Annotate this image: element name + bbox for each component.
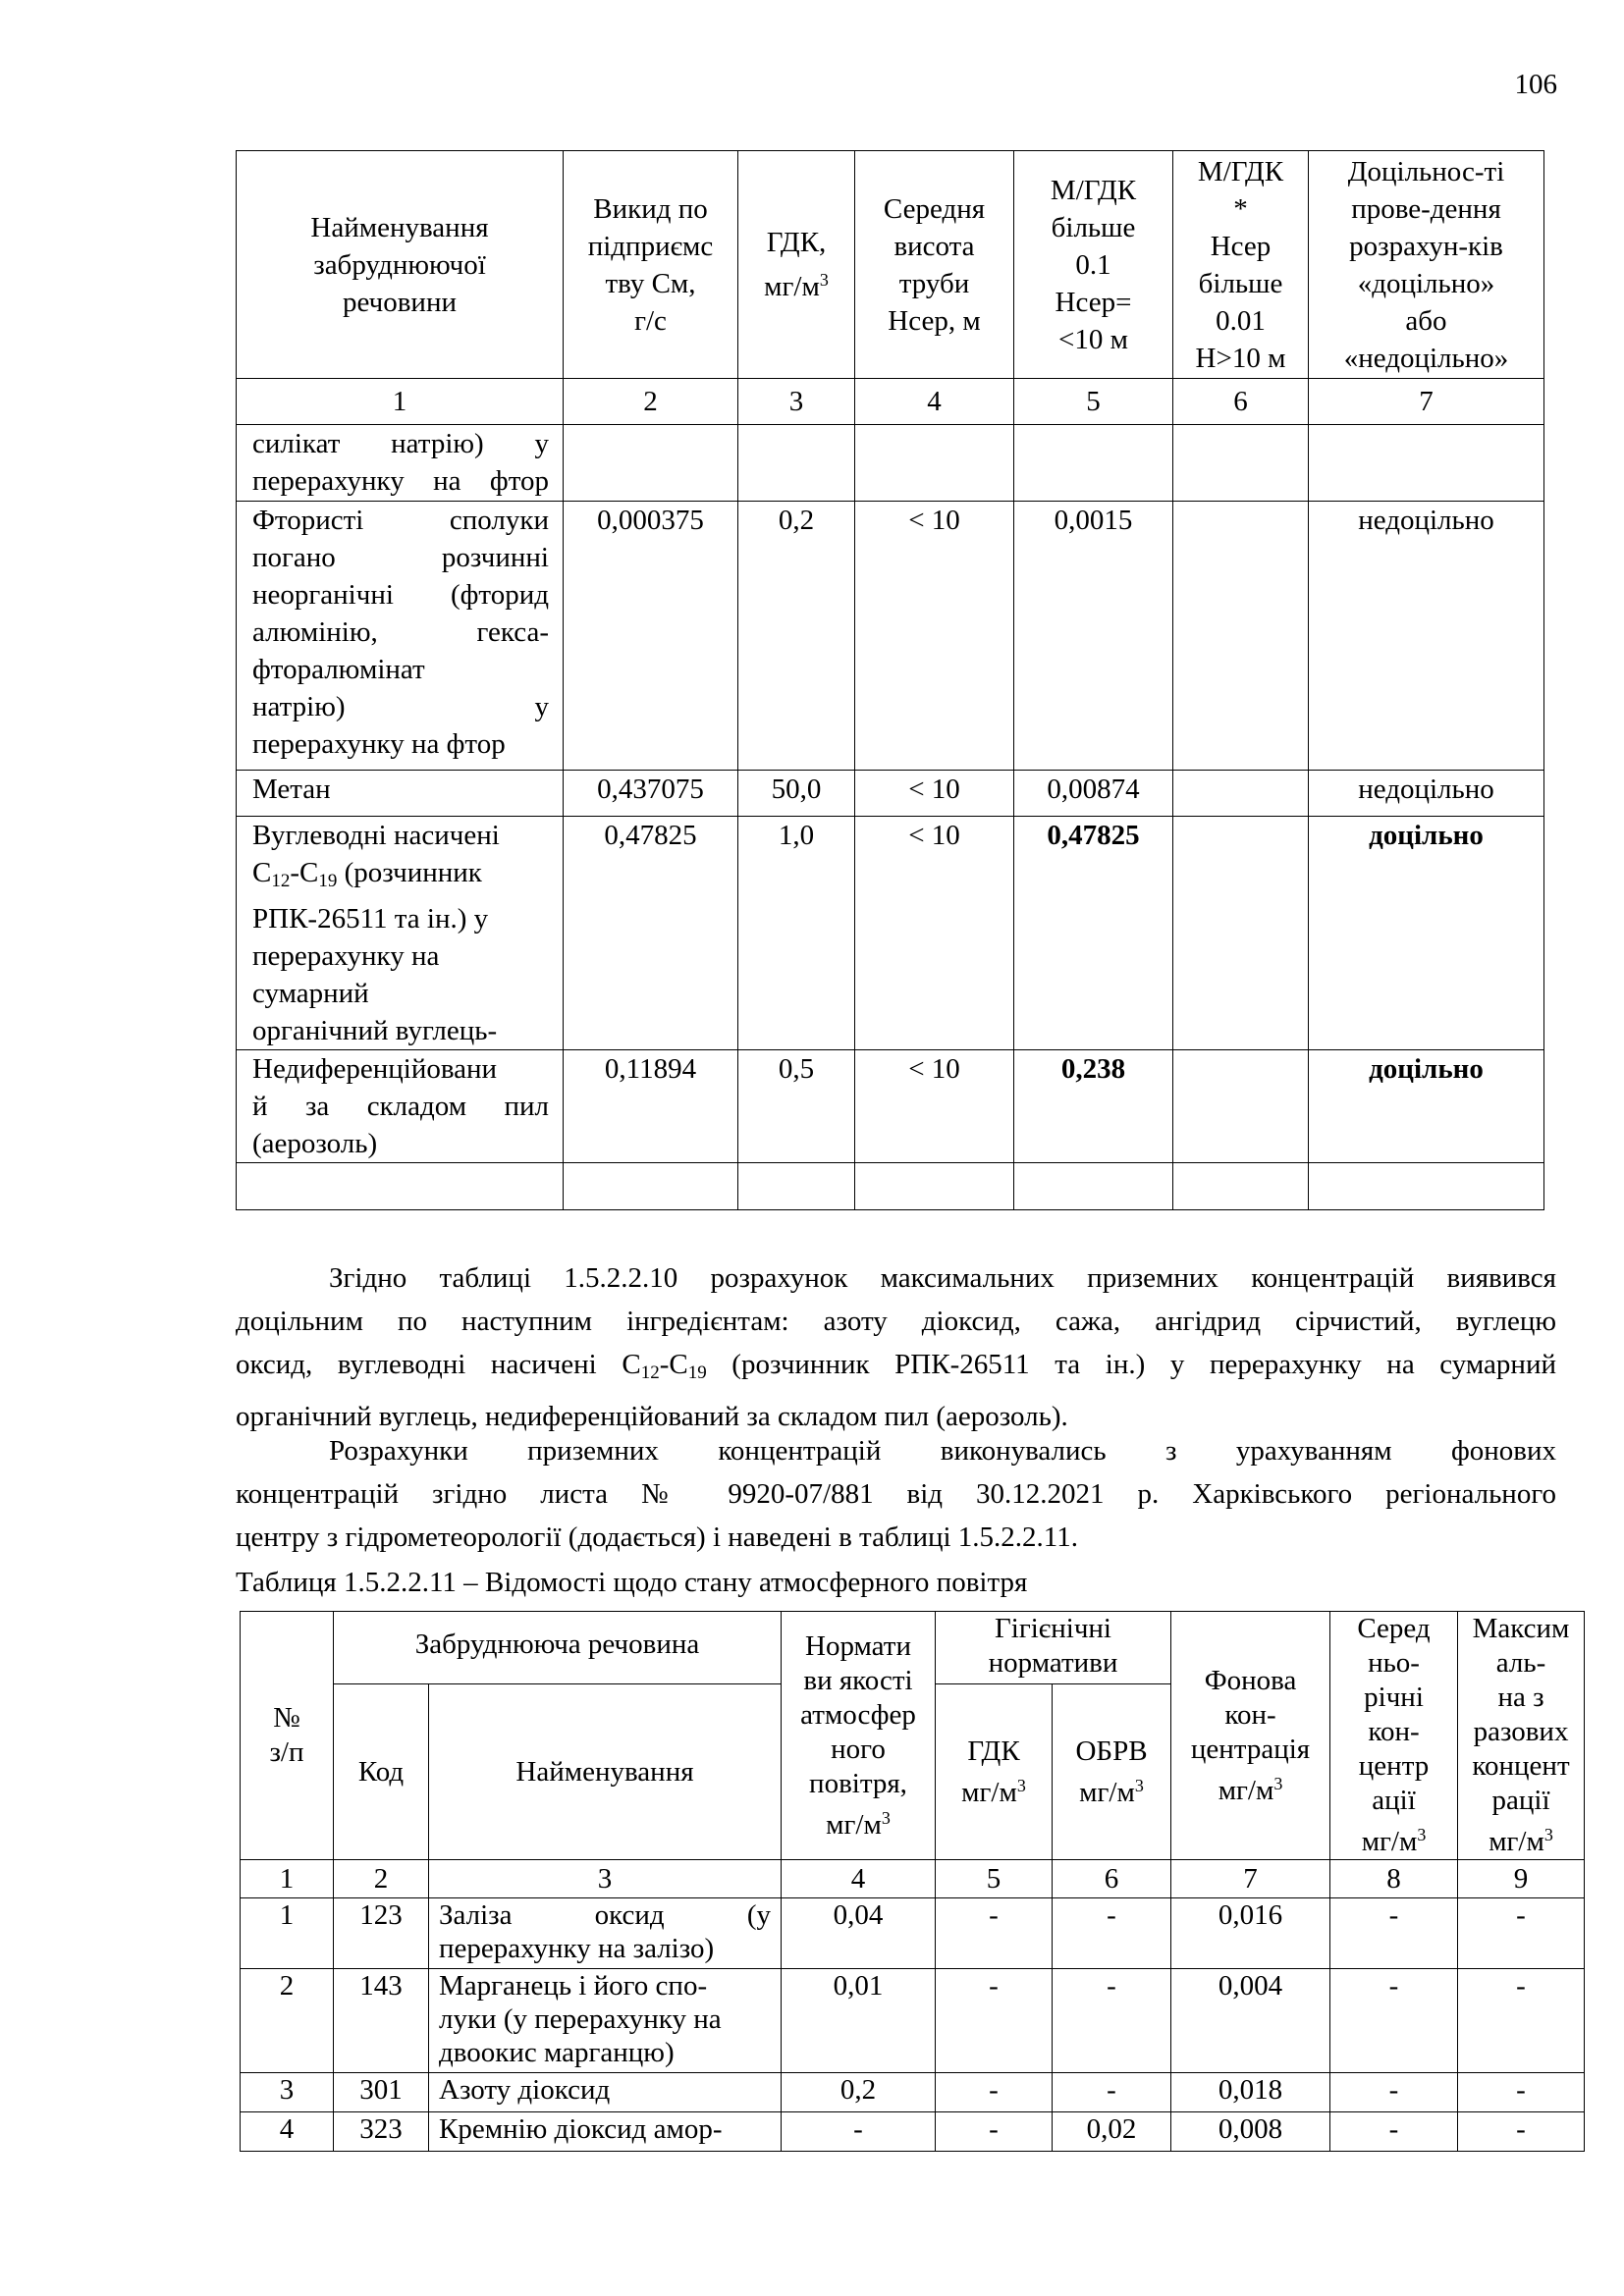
- gdk-value: 0,5: [738, 1050, 855, 1163]
- ratio2-value: [1173, 425, 1309, 502]
- gdk-value: -: [936, 1969, 1053, 2073]
- background-value: 0,004: [1171, 1969, 1330, 2073]
- verdict-value: недоцільно: [1309, 771, 1544, 817]
- substance-name: Марганець і його спо- луки (у перерахунку на двоокис марганцю): [429, 1969, 782, 2073]
- header-verdict: Доцільнос-ті прове-дення розрахун-ків «доцільно» або «недоцільно»: [1309, 151, 1544, 379]
- verdict-value: доцільно: [1309, 817, 1544, 1050]
- ratio2-value: [1173, 771, 1309, 817]
- col-number: 3: [429, 1860, 782, 1898]
- background-value: 0,018: [1171, 2073, 1330, 2112]
- header-max-single: Максим аль- на з разових концент рації $мг/м^3$: [1458, 1612, 1585, 1860]
- height-value: < 10: [855, 502, 1014, 771]
- height-value: < 10: [855, 817, 1014, 1050]
- table-row: [241, 1969, 1585, 2073]
- obrv-value: 0,02: [1053, 2112, 1171, 2152]
- col-number: 7: [1309, 379, 1544, 425]
- table-row: [237, 425, 1544, 502]
- ratio2-value: [1173, 502, 1309, 771]
- col-number: 4: [855, 379, 1014, 425]
- table-row: [237, 771, 1544, 817]
- col-number: 5: [1014, 379, 1173, 425]
- substance-code: 323: [334, 2112, 429, 2152]
- header-substance-name: Найменування забруднюючої речовини: [237, 151, 564, 379]
- gdk-value: 0,2: [738, 502, 855, 771]
- gdk-value: -: [936, 2073, 1053, 2112]
- header-gdk: ГДК $мг/м^3$: [936, 1684, 1053, 1860]
- table-row: [241, 2112, 1585, 2152]
- header-gdk: ГДК, $мг/м^3$: [738, 151, 855, 379]
- table-caption: Таблиця 1.5.2.2.11 – Відомості щодо стану атмосферного повітря: [236, 1567, 1028, 1598]
- emission-value: 0,47825: [564, 817, 738, 1050]
- col-number: 8: [1330, 1860, 1458, 1898]
- max-value: -: [1458, 2073, 1585, 2112]
- header-row-number: № з/п: [241, 1612, 334, 1860]
- avg-value: -: [1330, 2073, 1458, 2112]
- gdk-value: [738, 425, 855, 502]
- verdict-value: доцільно: [1309, 1050, 1544, 1163]
- avg-value: -: [1330, 1898, 1458, 1969]
- empty-cell: [738, 1163, 855, 1210]
- header-stack-height: Середня висота труби Нсер, м: [855, 151, 1014, 379]
- norm-value: -: [782, 2112, 936, 2152]
- row-number: 4: [241, 2112, 334, 2152]
- substance-name: Заліза оксид (у перерахунку на залізо): [429, 1898, 782, 1969]
- header-ratio-high: М/ГДК * Нсер більше 0.01 Н>10 м: [1173, 151, 1309, 379]
- substance-name: Азоту діоксид: [429, 2073, 782, 2112]
- column-number-row: [241, 1860, 1585, 1898]
- avg-value: -: [1330, 2112, 1458, 2152]
- substance-name: Кремнію діоксид амор-: [429, 2112, 782, 2152]
- table-header-row: [241, 1612, 1585, 1684]
- col-number: 1: [241, 1860, 334, 1898]
- substance-name: Вуглеводні насичені $C_{12}-C_{19}$ (розчинник РПК-26511 та ін.) у перерахунку на сумарний органічний вуглець-: [237, 817, 564, 1050]
- height-value: < 10: [855, 1050, 1014, 1163]
- col-number: 6: [1053, 1860, 1171, 1898]
- col-number: 2: [334, 1860, 429, 1898]
- ratio1-value: 0,0015: [1014, 502, 1173, 771]
- header-annual-average: Серед ньо- річні кон- центр ації $мг/м^3$: [1330, 1612, 1458, 1860]
- table-row: [237, 1050, 1544, 1163]
- header-air-quality-norms: Нормати ви якості атмосфер ного повітря, $мг/м^3$: [782, 1612, 936, 1860]
- norm-value: 0,2: [782, 2073, 936, 2112]
- header-substance: Забруднююча речовина: [334, 1612, 782, 1684]
- col-number: 5: [936, 1860, 1053, 1898]
- empty-cell: [1309, 1163, 1544, 1210]
- emission-value: 0,11894: [564, 1050, 738, 1163]
- empty-cell: [564, 1163, 738, 1210]
- obrv-value: -: [1053, 1969, 1171, 2073]
- ratio1-value: [1014, 425, 1173, 502]
- table-row: [237, 817, 1544, 1050]
- row-number: 2: [241, 1969, 334, 2073]
- verdict-value: недоцільно: [1309, 502, 1544, 771]
- paragraph-background: Розрахунки приземних концентрацій виконувались з урахуванням фонових концентрацій згідно листа № 9920-07/881 від 30.12.2021 р. Харківського регіонального центру з гідрометеорології (додається) і наведені в таблиці 1.5.2.2.11.: [236, 1435, 1556, 1553]
- table-row: [241, 2073, 1585, 2112]
- empty-cell: [855, 1163, 1014, 1210]
- substance-name: силікат натрію) у перерахунку на фтор: [237, 425, 564, 502]
- header-emission: Викид по підприємс тву См, г/с: [564, 151, 738, 379]
- emission-value: 0,437075: [564, 771, 738, 817]
- verdict-value: [1309, 425, 1544, 502]
- gdk-value: -: [936, 1898, 1053, 1969]
- ratio1-value: 0,238: [1014, 1050, 1173, 1163]
- column-number-row: [237, 379, 1544, 425]
- col-number: 1: [237, 379, 564, 425]
- table-row: [237, 502, 1544, 771]
- header-obrv: ОБРВ $мг/м^3$: [1053, 1684, 1171, 1860]
- header-ratio-low: М/ГДК більше 0.1 Нсер= <10 м: [1014, 151, 1173, 379]
- empty-row: [237, 1163, 1544, 1210]
- gdk-value: 1,0: [738, 817, 855, 1050]
- table-header-row: [237, 151, 1544, 379]
- empty-cell: [1014, 1163, 1173, 1210]
- norm-value: 0,04: [782, 1898, 936, 1969]
- max-value: -: [1458, 1969, 1585, 2073]
- row-number: 1: [241, 1898, 334, 1969]
- emissions-table: [236, 150, 1544, 1210]
- background-value: 0,016: [1171, 1898, 1330, 1969]
- background-value: 0,008: [1171, 2112, 1330, 2152]
- paragraph-conclusion: Згідно таблиці 1.5.2.2.10 розрахунок максимальних приземних концентрацій виявився доцільним по наступним інгредієнтам: азоту діоксид, сажа, ангідрид сірчистий, вуглецю оксид, вуглеводні насичені $C_{12}-C_{19}$ (розчинник РПК-26511 та ін.) у перерахунку на сумарний органічний вуглець, недиференційований за складом пил (аерозоль).: [236, 1262, 1556, 1432]
- height-value: [855, 425, 1014, 502]
- col-number: 3: [738, 379, 855, 425]
- obrv-value: -: [1053, 1898, 1171, 1969]
- air-quality-table: [240, 1611, 1585, 2152]
- gdk-value: 50,0: [738, 771, 855, 817]
- max-value: -: [1458, 1898, 1585, 1969]
- height-value: < 10: [855, 771, 1014, 817]
- col-number: 9: [1458, 1860, 1585, 1898]
- table-row: [241, 1898, 1585, 1969]
- ratio1-value: 0,47825: [1014, 817, 1173, 1050]
- header-background-concentration: Фонова кон- центрація $мг/м^3$: [1171, 1612, 1330, 1860]
- max-value: -: [1458, 2112, 1585, 2152]
- col-number: 2: [564, 379, 738, 425]
- ratio2-value: [1173, 1050, 1309, 1163]
- gdk-value: -: [936, 2112, 1053, 2152]
- col-number: 6: [1173, 379, 1309, 425]
- substance-code: 143: [334, 1969, 429, 2073]
- emission-value: [564, 425, 738, 502]
- substance-name: Фтористі сполуки погано розчинні неорганічні (фторид алюмінію, гекса- фторалюмінат натрію) у перерахунку на фтор: [237, 502, 564, 771]
- substance-name: Недиференційовани й за складом пил (аерозоль): [237, 1050, 564, 1163]
- substance-name: Метан: [237, 771, 564, 817]
- header-name: Найменування: [429, 1684, 782, 1860]
- substance-code: 301: [334, 2073, 429, 2112]
- empty-cell: [1173, 1163, 1309, 1210]
- header-hygienic-norms: Гігієнічні нормативи: [936, 1612, 1171, 1684]
- col-number: 7: [1171, 1860, 1330, 1898]
- obrv-value: -: [1053, 2073, 1171, 2112]
- emission-value: 0,000375: [564, 502, 738, 771]
- substance-code: 123: [334, 1898, 429, 1969]
- header-code: Код: [334, 1684, 429, 1860]
- page-number: 106: [1514, 69, 1557, 100]
- norm-value: 0,01: [782, 1969, 936, 2073]
- avg-value: -: [1330, 1969, 1458, 2073]
- empty-cell: [237, 1163, 564, 1210]
- ratio1-value: 0,00874: [1014, 771, 1173, 817]
- ratio2-value: [1173, 817, 1309, 1050]
- col-number: 4: [782, 1860, 936, 1898]
- row-number: 3: [241, 2073, 334, 2112]
